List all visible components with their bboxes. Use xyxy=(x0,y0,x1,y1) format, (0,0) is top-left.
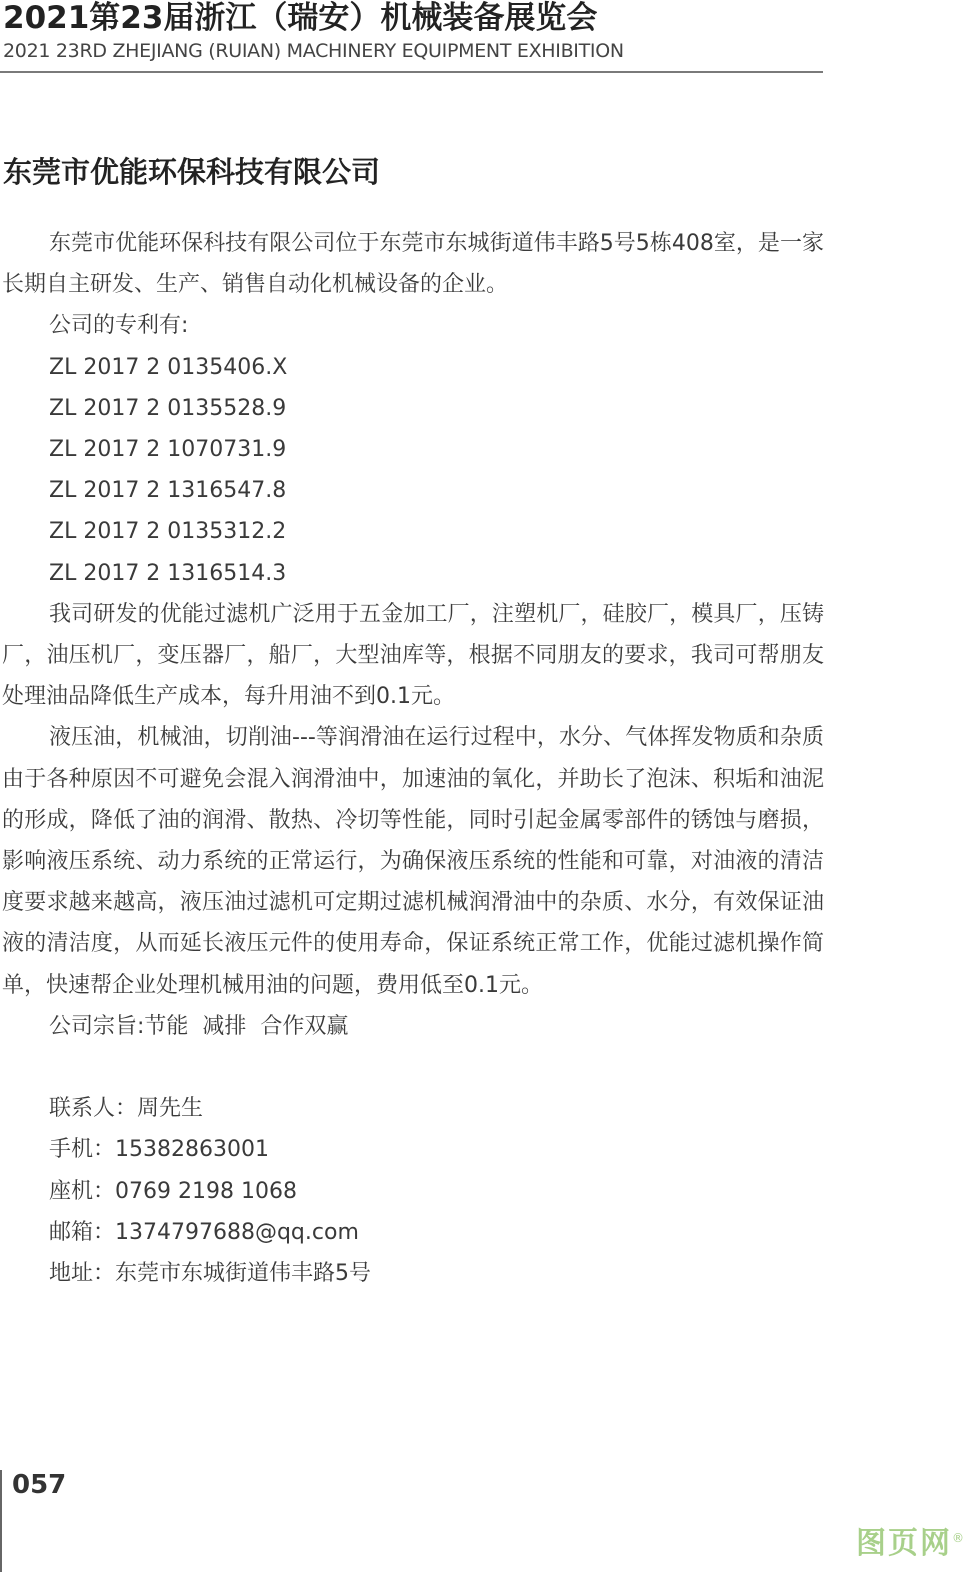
contact-landline: 座机：0769 2198 1068 xyxy=(49,1178,297,1204)
contact-mobile: 手机：15382863001 xyxy=(49,1137,269,1163)
patent-item: ZL 2017 2 0135528.9 xyxy=(49,395,287,421)
patents-label: 公司的专利有: xyxy=(49,313,189,339)
header-divider xyxy=(0,71,823,73)
patent-item: ZL 2017 2 0135312.2 xyxy=(49,519,287,545)
patent-item: ZL 2017 2 0135406.X xyxy=(49,354,288,380)
section-spacer xyxy=(2,1047,824,1088)
page-number-bar xyxy=(0,1470,67,1572)
details-paragraph: 液压油，机械油，切削油---等润滑油在运行过程中，水分、气体挥发物质和杂质由于各种原因不可避免会混入润滑油中，加速油的氧化，并助长了泡沫、积垢和油泥的形成，降低了油的润滑、散热、冷切等性能，同时引起金属零部件的锈蚀与磨损，影响液压系统、动力系统的正常运行，为确保液压系统的性能和可靠，对油液的清洁度要求越来越高，液压油过滤机可定期过滤机械润滑油中的杂质、水分，有效保证油液的清洁度，从而延长液压元件的使用寿命，保证系统正常工作，优能过滤机操作简单，快速帮企业处理机械用油的问题，费用低至0.1元。 xyxy=(2,725,824,998)
applications-paragraph: 我司研发的优能过滤机广泛用于五金加工厂，注塑机厂，硅胶厂，模具厂，压铸厂，油压机厂，变压器厂，船厂，大型油库等，根据不同朋友的要求，我司可帮朋友处理油品降低生产成本，每升用油不到0.1元。 xyxy=(2,601,824,710)
contact-address: 地址：东莞市东城街道伟丰路5号 xyxy=(49,1261,371,1287)
contact-email: 邮箱：1374797688@qq.com xyxy=(49,1219,359,1245)
company-description xyxy=(2,223,824,1294)
page-number: 057 xyxy=(12,1470,67,1500)
exhibition-subtitle: 2021 23RD ZHEJIANG (RUIAN) MACHINERY EQUIPMENT EXHIBITION xyxy=(3,40,624,62)
patent-item: ZL 2017 2 1316514.3 xyxy=(49,560,287,586)
company-tenet: 公司宗旨:节能 减排 合作双赢 xyxy=(49,1013,349,1039)
intro-paragraph: 东莞市优能环保科技有限公司位于东莞市东城街道伟丰路5号5栋408室，是一家长期自主研发、生产、销售自动化机械设备的企业。 xyxy=(2,231,824,298)
watermark-logo xyxy=(856,1518,966,1562)
company-name-heading: 东莞市优能环保科技有限公司 xyxy=(3,155,381,189)
contact-person: 联系人：周先生 xyxy=(49,1096,204,1122)
patent-item: ZL 2017 2 1070731.9 xyxy=(49,437,287,463)
watermark-text: 图页网 xyxy=(856,1526,952,1561)
patent-item: ZL 2017 2 1316547.8 xyxy=(49,478,287,504)
exhibition-title: 2021第23届浙江（瑞安）机械装备展览会 xyxy=(3,0,598,36)
registered-mark: ® xyxy=(952,1531,966,1545)
